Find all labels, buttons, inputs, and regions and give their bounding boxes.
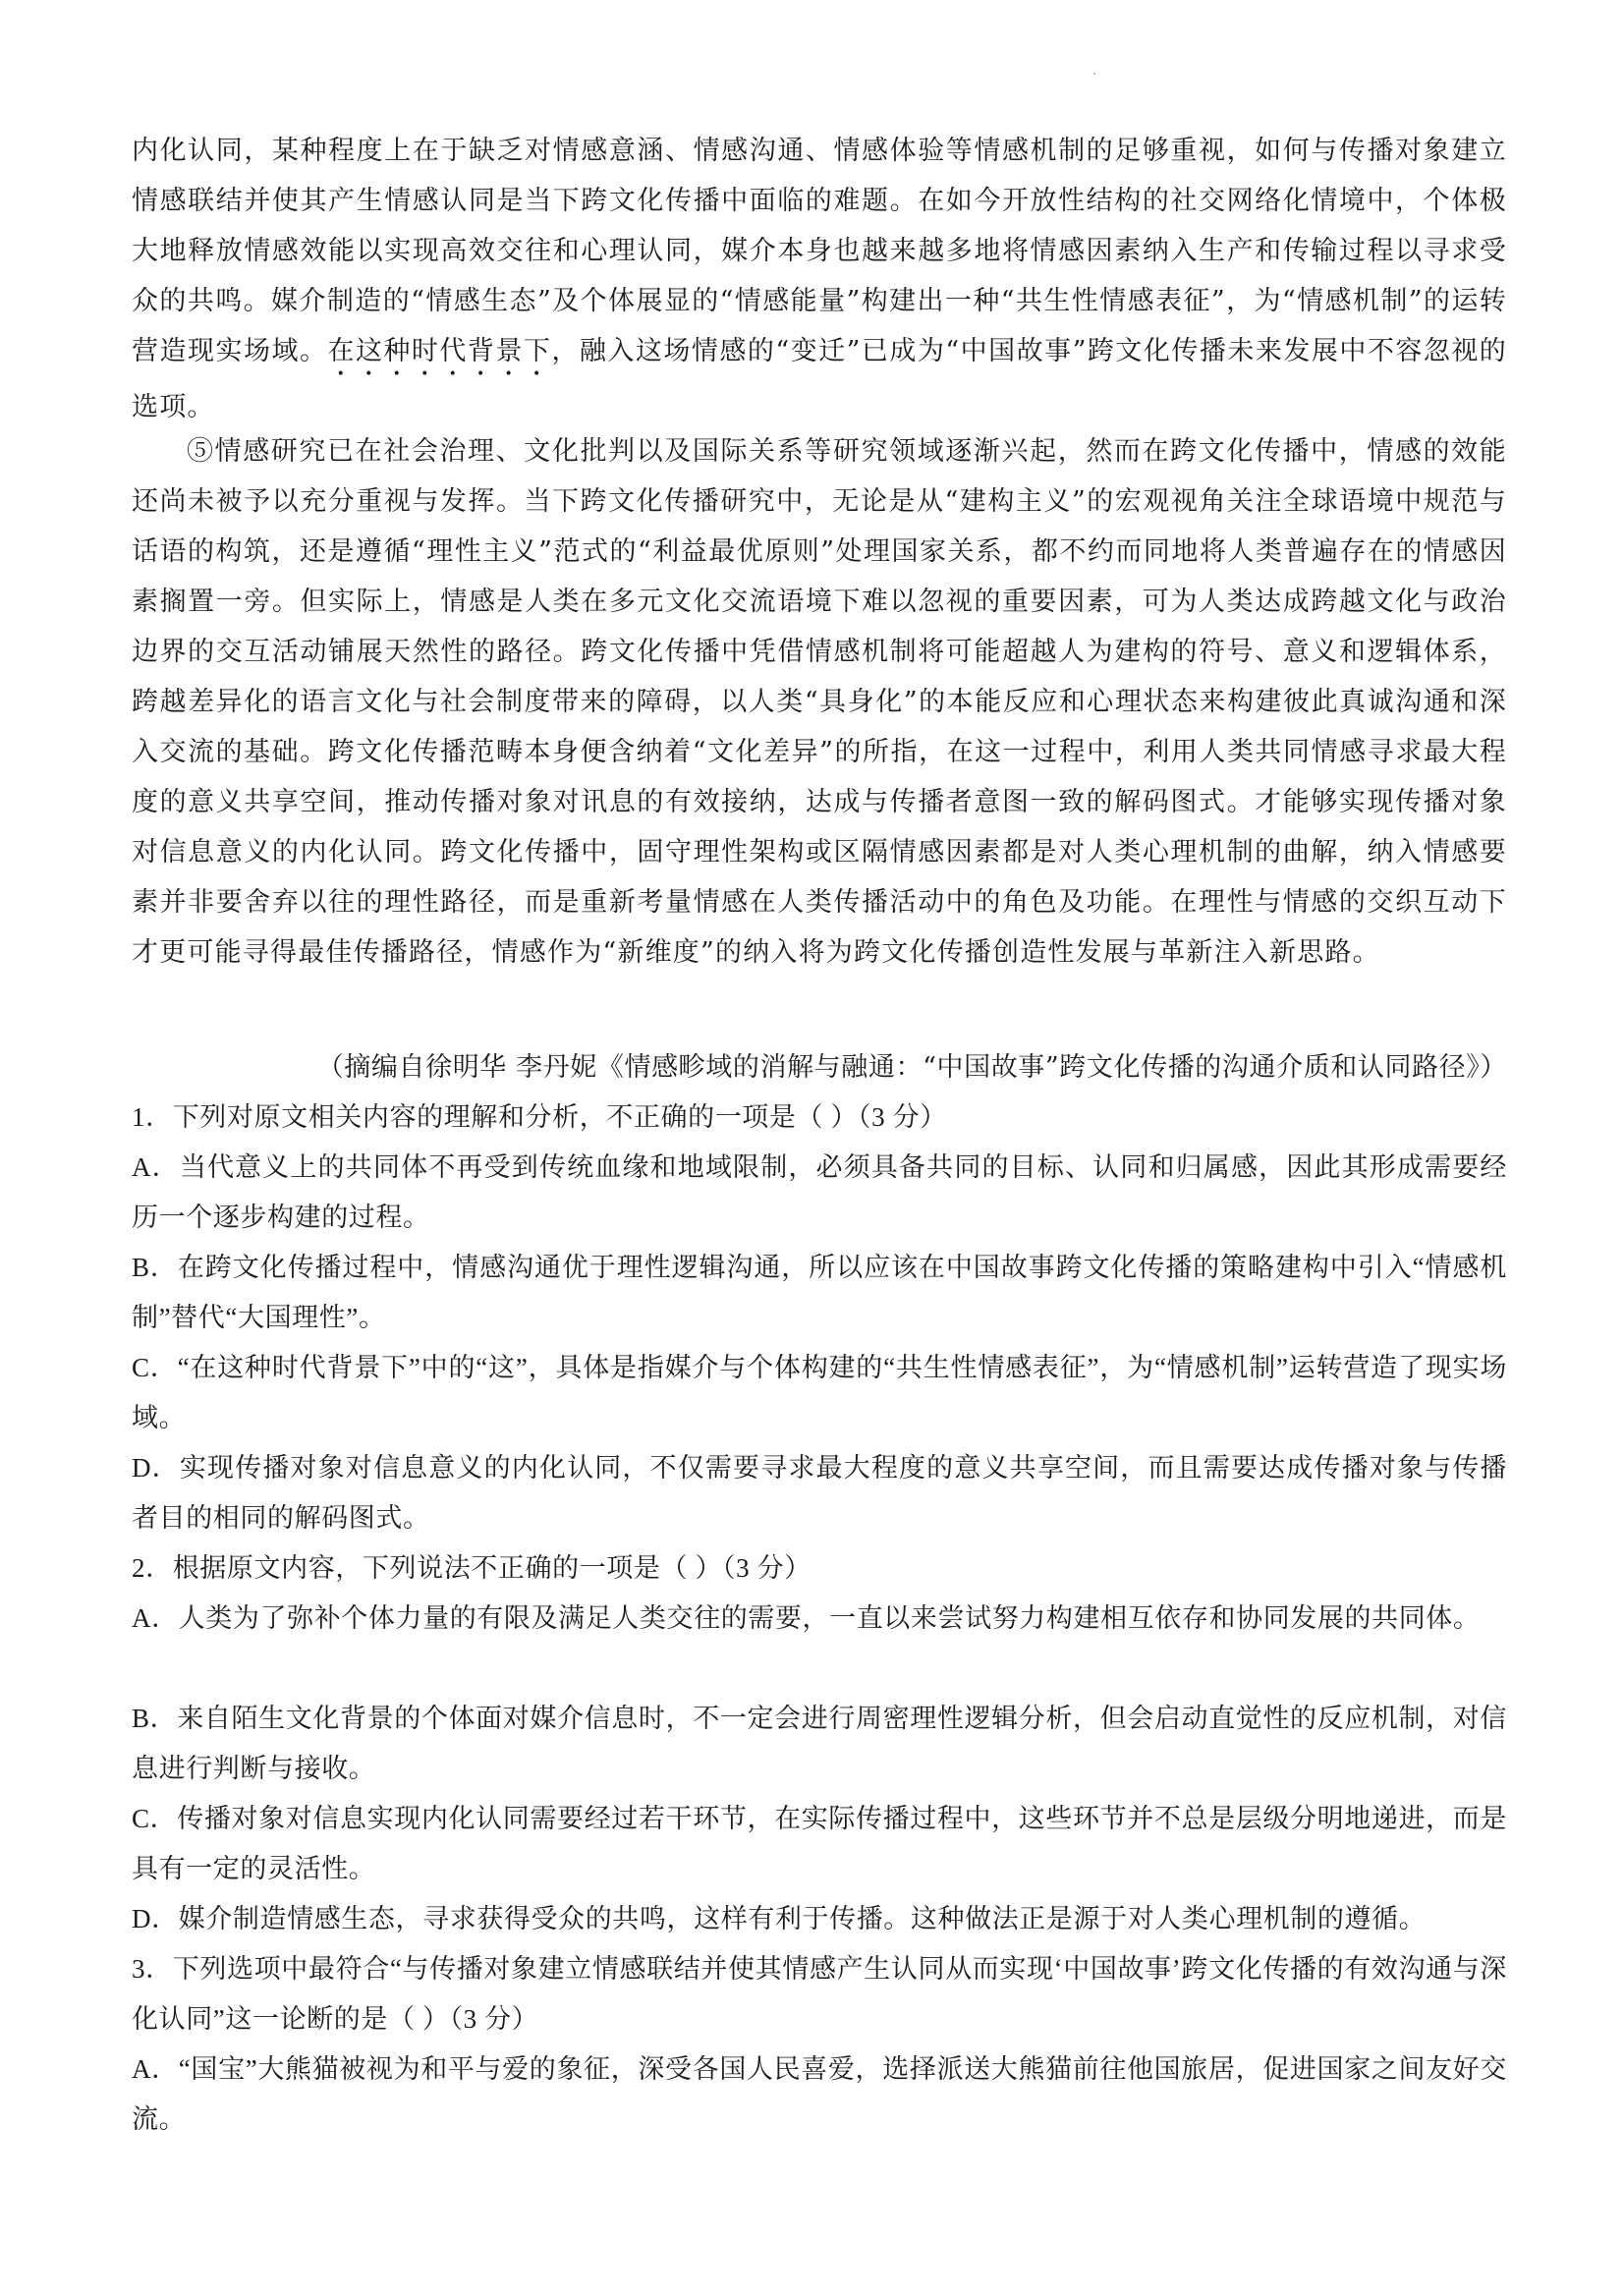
emphasized-phrase: 在这种时代背景下 — [327, 336, 552, 366]
question-3-stem: 3．下列选项中最符合“与传播对象建立情感联结并使其情感产生认同从而实现‘中国故事’跨文化传播的有效沟通与深化认同”这一论断的是（ ）（3 分） — [132, 1954, 1507, 2034]
passage-paragraph-5: ⑤情感研究已在社会治理、文化批判以及国际关系等研究领域逐渐兴起，然而在跨文化传播中，情感的效能还尚未被予以充分重视与发挥。当下跨文化传播研究中，无论是从“建构主义”的宏观视角关注全球语境中规范与话语的构筑，还是遵循“理性主义”范式的“利益最优原则”处理国家关系，都不约而同地将人类普遍存在的情感因素搁置一旁。但实际上，情感是人类在多元文化交流语境下难以忽视的重要因素，可为人类达成跨越文化与政治边界的交互活动铺展天然性的路径。跨文化传播中凭借情感机制将可能超越人为建构的符号、意义和逻辑体系，跨越差异化的语言文化与社会制度带来的障碍，以人类“具身化”的本能反应和心理状态来构建彼此真诚沟通和深入交流的基础。跨文化传播范畴本身便含纳着“文化差异”的所指，在这一过程中，利用人类共同情感寻求最大程度的意义共享空间，推动传播对象对讯息的有效接纳，达成与传播者意图一致的解码图式。才能够实现传播对象对信息意义的内化认同。跨文化传播中，固守理性架构或区隔情感因素都是对人类心理机制的曲解，纳入情感要素并非要舍弃以往的理性路径，而是重新考量情感在人类传播活动中的角色及功能。在理性与情感的交织互动下才更可能寻得最佳传播路径，情感作为“新维度”的纳入将为跨文化传播创造性发展与革新注入新思路。 — [132, 436, 1507, 968]
question-2-option-c: C．传播对象对信息实现内化认同需要经过若干环节，在实际传播过程中，这些环节并不总是层级分明地递进，而是具有一定的灵活性。 — [132, 1804, 1507, 1883]
paragraph-4-text-end: ，融入这场情感的“变迁”已成为“中国故事”跨文化传播未来发展中不容忽视的选项。 — [132, 336, 1507, 422]
question-3-option-a: A．“国宝”大熊猫被视为和平与爱的象征，深受各国人民喜爱，选择派送大熊猫前往他国旅居，促进国家之间友好交流。 — [132, 2054, 1507, 2134]
question-1-stem: 1．下列对原文相关内容的理解和分析，不正确的一项是（ ）（3 分） — [132, 1102, 947, 1132]
paragraph-4-text-start: 内化认同，某种程度上在于缺乏对情感意涵、情感沟通、情感体验等情感机制的足够重视，如何与传播对象建立情感联结并使其产生情感认同是当下跨文化传播中面临的难题。在如今开放性结构的社交网络化情境中，个体极大地释放情感效能以实现高效交往和心理认同，媒介本身也越来越多地将情感因素纳入生产和传输过程以寻求受众的共鸣。媒介制造的“情感生态”及个体展显的“情感能量”构建出一种“共生性情感表征”，为“情感机制”的运转营造现实场域。 — [132, 136, 1507, 366]
question-1-option-c: C．“在这种时代背景下”中的“这”，具体是指媒介与个体构建的“共生性情感表征”，为“情感机制”运转营造了现实场域。 — [132, 1353, 1507, 1432]
question-2-option-b: B．来自陌生文化背景的个体面对媒介信息时，不一定会进行周密理性逻辑分析，但会启动直觉性的反应机制，对信息进行判断与接收。 — [132, 1704, 1507, 1783]
question-2-option-d: D．媒介制造情感生态，寻求获得受众的共鸣，这样有利于传播。这种做法正是源于对人类心理机制的遵循。 — [132, 1904, 1427, 1933]
question-1-option-a: A．当代意义上的共同体不再受到传统血缘和地域限制，必须具备共同的目标、认同和归属感，因此其形成需要经历一个逐步构建的过程。 — [132, 1152, 1507, 1232]
passage-paragraph-4 — [132, 126, 1507, 432]
source-citation: （摘编自徐明华 李丹妮《情感畛域的消解与融通：“中国故事”跨文化传播的沟通介质和认同路径》） — [316, 1052, 1507, 1083]
question-1-option-d: D．实现传播对象对信息意义的内化认同，不仅需要寻求最大程度的意义共享空间，而且需要达成传播对象与传播者目的相同的解码图式。 — [132, 1453, 1507, 1533]
scan-speck — [1093, 73, 1095, 75]
question-2-option-a: A．人类为了弥补个体力量的有限及满足人类交往的需要，一直以来尝试努力构建相互依存和协同发展的共同体。 — [132, 1603, 1481, 1633]
question-2-stem: 2．根据原文内容，下列说法不正确的一项是（ ）（3 分） — [132, 1553, 812, 1583]
question-1-option-b: B．在跨文化传播过程中，情感沟通优于理性逻辑沟通，所以应该在中国故事跨文化传播的策略建构中引入“情感机制”替代“大国理性”。 — [132, 1253, 1507, 1332]
